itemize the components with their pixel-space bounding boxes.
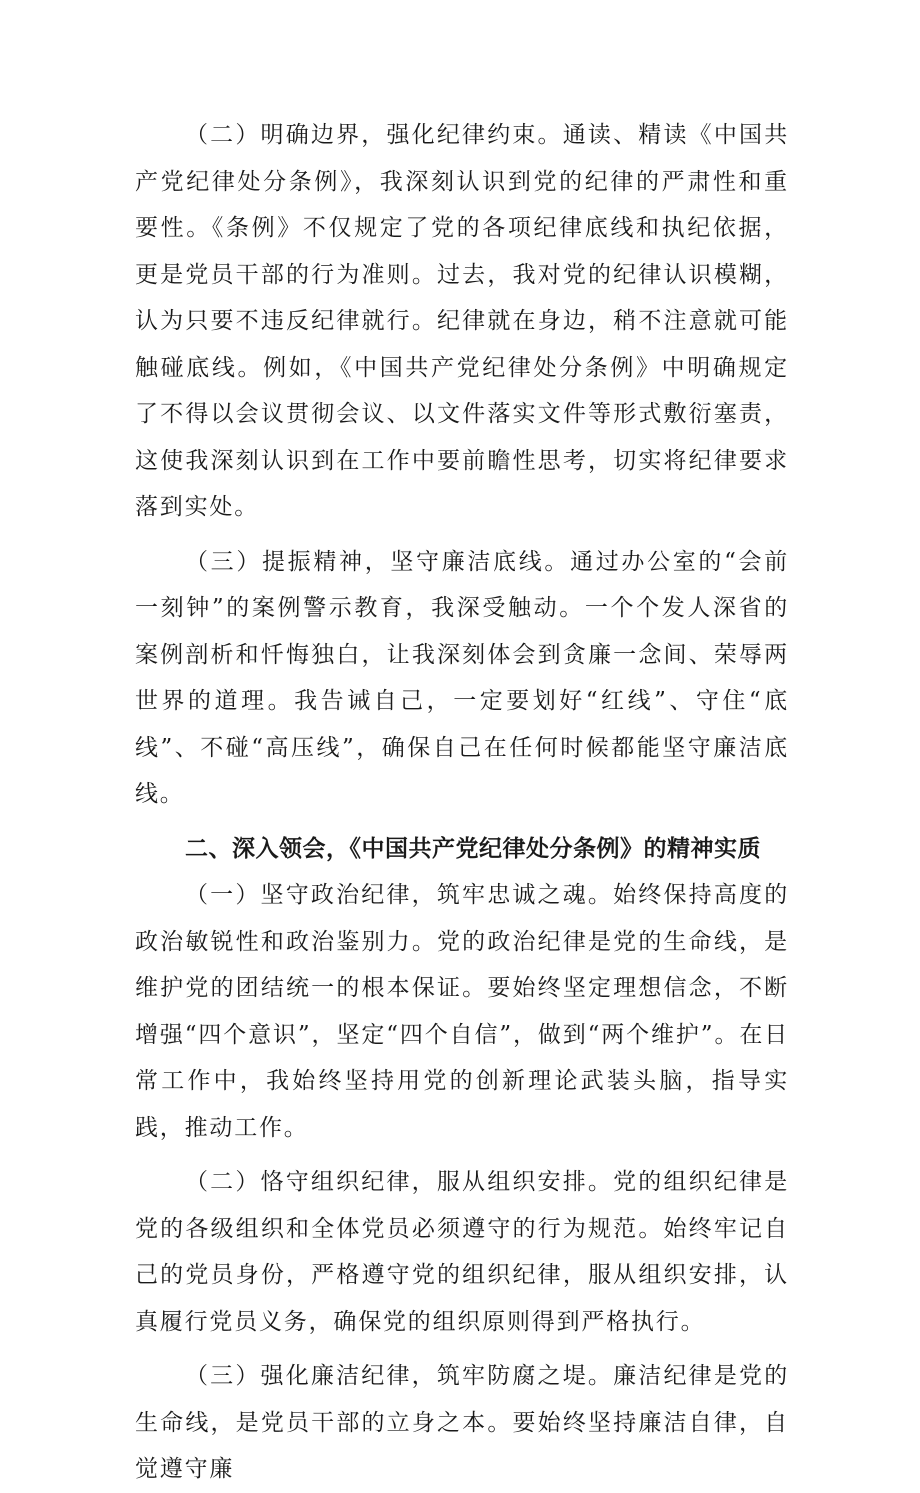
paragraph-uphold-integrity: （三）提振精神，坚守廉洁底线。通过办公室的“会前一刻钟”的案例警示教育，我深受触动。一个个发人深省的案例剖析和忏悔独白，让我深刻体会到贪廉一念间、荣辱两世界的道理。我告诫自己，一定要划好“红线”、守住“底线”、不碰“高压线”，确保自己在任何时候都能坚守廉洁底线。 [135,548,789,807]
paragraph-gap [135,531,789,539]
paragraph-gap [135,818,789,826]
paragraph-integrity-discipline: （三）强化廉洁纪律，筑牢防腐之堤。廉洁纪律是党的生命线，是党员干部的立身之本。要始终坚持廉洁自律，自觉遵守廉 [135,1363,789,1482]
paragraph-gap [135,1345,789,1353]
paragraph-organizational-discipline: （二）恪守组织纪律，服从组织安排。党的组织纪律是党的各级组织和全体党员必须遵守的行为规范。始终牢记自己的党员身份，严格遵守党的组织纪律，服从组织安排，认真履行党员义务，确保党的组织原则得到严格执行。 [135,1169,789,1335]
document-body [135,112,789,1493]
paragraph-clarify-boundaries: （二）明确边界，强化纪律约束。通读、精读《中国共产党纪律处分条例》，我深刻认识到党的纪律的严肃性和重要性。《条例》不仅规定了党的各项纪律底线和执纪依据，更是党员干部的行为准则。过去，我对党的纪律认识模糊，认为只要不违反纪律就行。纪律就在身边，稍不注意就可能触碰底线。例如，《中国共产党纪律处分条例》中明确规定了不得以会议贯彻会议、以文件落实文件等形式敷衍塞责，这使我深刻认识到在工作中要前瞻性思考，切实将纪律要求落到实处。 [135,122,789,520]
paragraph-gap [135,1151,789,1159]
paragraph-political-discipline: （一）坚守政治纪律，筑牢忠诚之魂。始终保持高度的政治敏锐性和政治鉴别力。党的政治纪律是党的生命线，是维护党的团结统一的根本保证。要始终坚定理想信念，不断增强“四个意识”，坚定“四个自信”，做到“两个维护”。在日常工作中，我始终坚持用党的创新理论武装头脑，指导实践，推动工作。 [135,882,789,1141]
section-heading: 二、深入领会，《中国共产党纪律处分条例》的精神实质 [185,835,761,862]
